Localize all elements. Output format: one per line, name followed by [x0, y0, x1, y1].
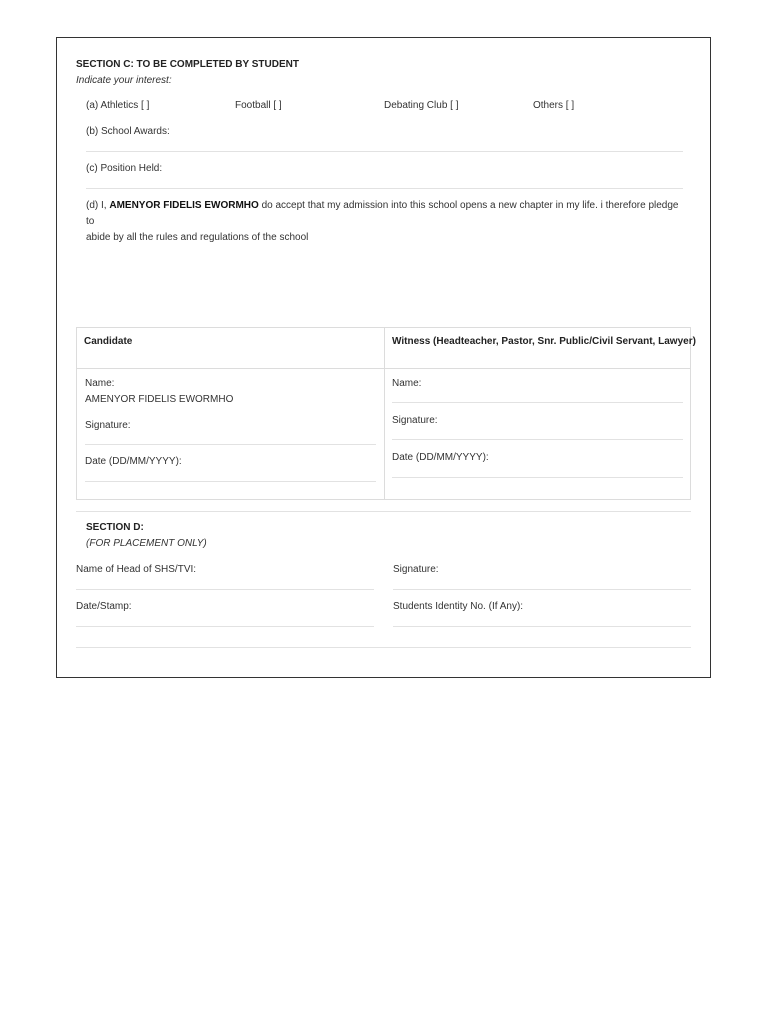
candidate-header: Candidate: [84, 336, 133, 347]
date-stamp-field[interactable]: [76, 626, 374, 627]
section-d-bottom-rule: [76, 647, 691, 648]
position-held-field[interactable]: [86, 188, 683, 189]
position-held-label: (c) Position Held:: [86, 163, 163, 174]
declaration-line-1: [86, 198, 686, 230]
section-d-subtitle: (FOR PLACEMENT ONLY): [86, 538, 207, 549]
section-d-signature-label: Signature:: [393, 564, 439, 575]
signature-table-divider: [384, 327, 385, 500]
interest-debating-club[interactable]: Debating Club [ ]: [384, 100, 459, 111]
witness-date-field[interactable]: [392, 477, 683, 478]
witness-date-label: Date (DD/MM/YYYY):: [392, 452, 489, 463]
candidate-name-value: AMENYOR FIDELIS EWORMHO: [85, 394, 234, 405]
declaration-text: [86, 198, 686, 246]
candidate-signature-label: Signature:: [85, 420, 131, 431]
candidate-date-field[interactable]: [85, 481, 376, 482]
interest-others[interactable]: Others [ ]: [533, 100, 575, 111]
candidate-name-label: Name:: [85, 378, 115, 389]
interest-football[interactable]: Football [ ]: [235, 100, 282, 111]
section-c-subtitle: Indicate your interest:: [76, 75, 172, 86]
head-of-shs-field[interactable]: [76, 589, 374, 590]
witness-signature-label: Signature:: [392, 415, 438, 426]
witness-name-label: Name:: [392, 378, 422, 389]
declaration-line1-rest: do accept that my admission into this school opens a new chapter in my life. i therefore pledge to: [86, 200, 679, 227]
section-d-title: SECTION D:: [86, 522, 144, 533]
school-awards-label: (b) School Awards:: [86, 126, 170, 137]
student-id-field[interactable]: [393, 626, 691, 627]
witness-signature-field[interactable]: [392, 439, 683, 440]
witness-name-field[interactable]: [392, 402, 683, 403]
signature-table-header-rule: [76, 368, 691, 369]
section-d-signature-field[interactable]: [393, 589, 691, 590]
date-stamp-label: Date/Stamp:: [76, 601, 132, 612]
declaration-prefix: (d) I,: [86, 200, 110, 211]
candidate-signature-field[interactable]: [85, 444, 376, 445]
declaration-name: AMENYOR FIDELIS EWORMHO: [109, 200, 259, 211]
section-c-title: SECTION C: TO BE COMPLETED BY STUDENT: [76, 59, 299, 70]
witness-header: Witness (Headteacher, Pastor, Snr. Public/Civil Servant, Lawyer): [392, 336, 696, 347]
head-of-shs-label: Name of Head of SHS/TVI:: [76, 564, 197, 575]
interest-athletics[interactable]: (a) Athletics [ ]: [86, 100, 150, 111]
school-awards-field[interactable]: [86, 151, 683, 152]
candidate-date-label: Date (DD/MM/YYYY):: [85, 456, 182, 467]
student-id-label: Students Identity No. (If Any):: [393, 601, 524, 612]
section-d-top-rule: [76, 511, 691, 512]
declaration-line-2: abide by all the rules and regulations of the school: [86, 232, 309, 243]
